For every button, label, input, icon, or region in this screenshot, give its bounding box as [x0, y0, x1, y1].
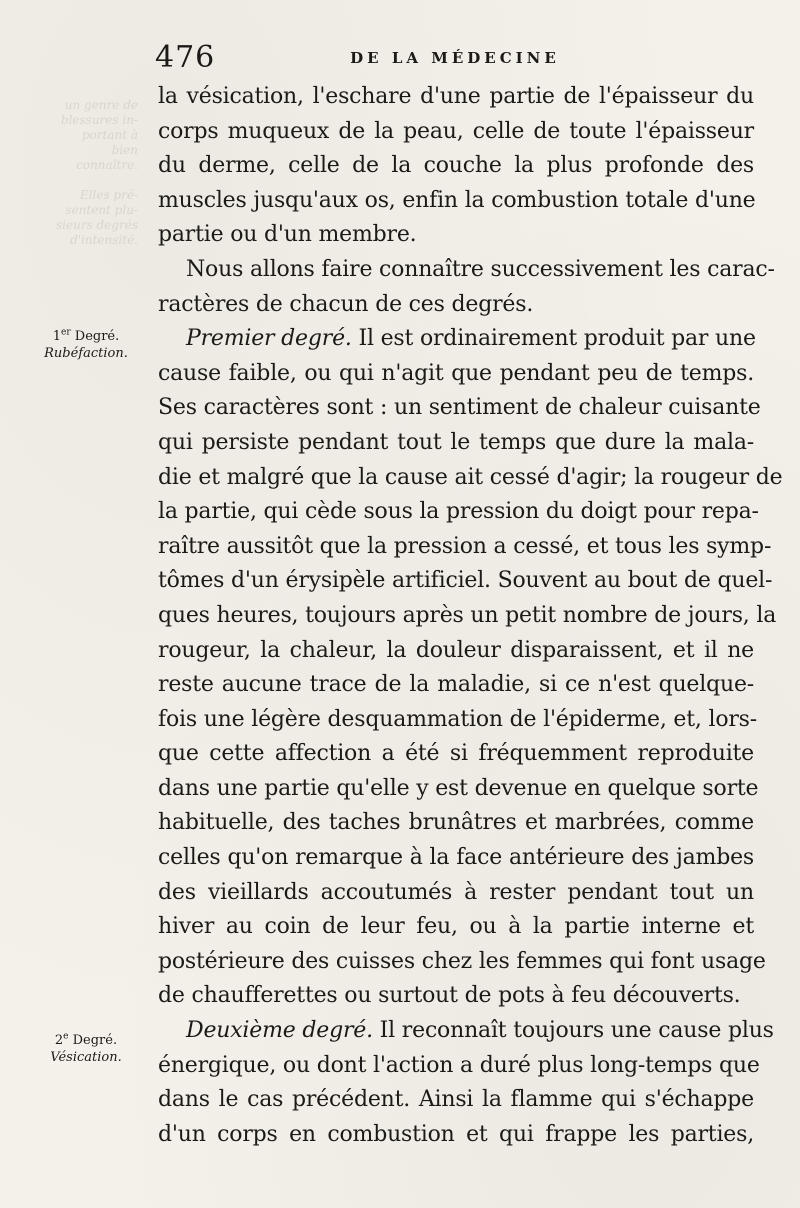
text-line: partie ou d'un membre. — [158, 222, 417, 248]
text-line: qui persiste pendant tout le temps que dure la mala- — [158, 429, 754, 455]
text-line: Nous allons faire connaître successivement les carac- — [186, 256, 775, 282]
text-line: la partie, qui cède sous la pression du doigt pour repa- — [158, 499, 759, 525]
text-line: de chaufferettes ou surtout de pots à feu découverts. — [158, 983, 741, 1009]
text-line: du derme, celle de la couche la plus profonde des — [158, 153, 754, 179]
text-line: tômes d'un érysipèle artificiel. Souvent au bout de quel- — [158, 568, 773, 594]
text-line: fois une légère desquammation de l'épiderme, et, lors- — [158, 706, 758, 732]
text-line: ractères de chacun de ces degrés. — [158, 291, 534, 317]
text-line: Premier degré. Il est ordinairement produit par une — [186, 326, 756, 352]
text-line: muscles jusqu'aux os, enfin la combustion totale d'une — [158, 187, 756, 213]
text-line: énergique, ou dont l'action a duré plus long-temps que — [158, 1052, 760, 1078]
show-through-text: un genre de blessures in- portant à bien connaître. Elles pré- sentent plu- sieurs degrés d'intensité. — [56, 98, 138, 247]
text-line: raître aussitôt que la pression a cessé, et tous les symp- — [158, 533, 772, 559]
text-line: reste aucune trace de la maladie, si ce n'est quelque- — [158, 672, 754, 698]
text-line: Deuxième degré. Il reconnaît toujours une cause plus — [186, 1018, 774, 1044]
section-lead: Deuxième degré. — [186, 1018, 373, 1044]
margin-note-title: 1er Degré. — [52, 327, 120, 344]
text-line: postérieure des cuisses chez les femmes qui font usage — [158, 948, 766, 974]
text-line: des vieillards accoutumés à rester pendant tout un — [158, 879, 754, 905]
text-line: dans le cas précédent. Ainsi la flamme qui s'échappe — [158, 1087, 754, 1113]
text-line: rougeur, la chaleur, la douleur disparaissent, et il ne — [158, 637, 754, 663]
running-title: DE LA MÉDECINE — [350, 49, 560, 67]
page-header — [155, 38, 755, 78]
margin-note-subtitle: Vésication. — [50, 1050, 122, 1065]
text-line: que cette affection a été si fréquemment reproduite — [158, 741, 754, 767]
text-line: hiver au coin de leur feu, ou à la partie interne et — [158, 914, 754, 940]
text-line: cause faible, ou qui n'agit que pendant peu de temps. — [158, 360, 754, 386]
margin-note-title: 2e Degré. — [54, 1031, 118, 1048]
body-text — [158, 80, 783, 1152]
section-lead: Premier degré. — [186, 326, 352, 352]
text-line: la vésication, l'eschare d'une partie de l'épaisseur du — [158, 84, 754, 109]
text-line: die et malgré que la cause ait cessé d'agir; la rougeur de — [158, 464, 783, 490]
page-number: 476 — [155, 40, 216, 75]
margin-note-second-degree — [30, 1032, 142, 1066]
text-line: dans une partie qu'elle y est devenue en quelque sorte — [158, 775, 759, 801]
margin-note-subtitle: Rubéfaction. — [44, 346, 128, 361]
text-line: Ses caractères sont : un sentiment de chaleur cuisante — [158, 395, 761, 421]
text-line: ques heures, toujours après un petit nombre de jours, la — [158, 602, 777, 628]
text-line: celles qu'on remarque à la face antérieure des jambes — [158, 845, 754, 871]
text-line: habituelle, des taches brunâtres et marbrées, comme — [158, 810, 754, 836]
margin-note-first-degree — [30, 328, 142, 362]
text-line: corps muqueux de la peau, celle de toute l'épaisseur — [158, 118, 754, 144]
text-line: d'un corps en combustion et qui frappe les parties, — [158, 1121, 754, 1147]
